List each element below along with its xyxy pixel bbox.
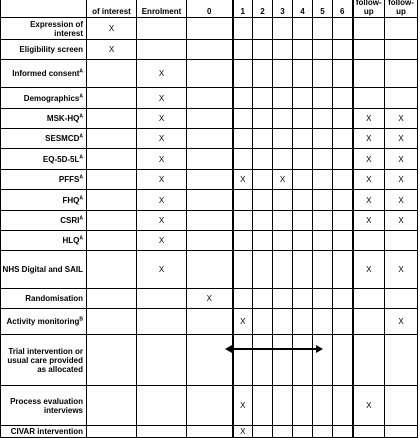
row-label <box>1 231 87 251</box>
schedule-cell <box>253 149 273 170</box>
schedule-cell <box>333 109 353 129</box>
schedule-cell <box>273 60 293 88</box>
schedule-cell <box>293 18 313 40</box>
schedule-cell <box>253 170 273 190</box>
schedule-cell <box>333 335 353 386</box>
schedule-cell <box>253 251 273 289</box>
assessment-mark: X <box>398 265 404 274</box>
schedule-cell <box>293 109 313 129</box>
schedule-cell <box>253 18 273 40</box>
schedule-cell <box>353 40 385 60</box>
schedule-cell <box>293 426 313 438</box>
table-row <box>1 251 418 289</box>
row-label-footnote: A <box>79 133 83 140</box>
assessment-mark: X <box>398 154 404 164</box>
schedule-cell <box>385 231 418 251</box>
schedule-cell <box>385 129 418 149</box>
row-label <box>1 40 87 60</box>
schedule-cell <box>187 109 233 129</box>
row-label-text: Informed consent <box>12 69 80 78</box>
schedule-cell <box>293 149 313 170</box>
row-label <box>1 129 87 149</box>
row-label <box>1 335 87 386</box>
schedule-cell <box>273 88 293 109</box>
schedule-cell <box>333 426 353 438</box>
table-row <box>1 426 418 438</box>
schedule-cell <box>87 170 137 190</box>
schedule-cell <box>87 211 137 231</box>
assessment-mark: X <box>398 317 404 326</box>
assessment-mark: X <box>366 265 372 274</box>
table-row <box>1 231 418 251</box>
header-enrolment: Enrolment <box>137 0 187 18</box>
schedule-cell <box>333 309 353 335</box>
assessment-mark: X <box>158 134 165 143</box>
schedule-cell <box>233 149 253 170</box>
schedule-cell <box>333 40 353 60</box>
schedule-cell <box>313 170 333 190</box>
assessment-mark: X <box>366 195 372 205</box>
schedule-cell <box>187 88 233 109</box>
assessment-mark: X <box>158 69 165 78</box>
row-label <box>1 309 87 335</box>
schedule-cell <box>273 18 293 40</box>
header-week-4: 4 <box>293 0 313 18</box>
row-label-footnote: A <box>79 235 83 242</box>
schedule-cell <box>293 211 313 231</box>
schedule-cell <box>87 426 137 438</box>
row-label <box>1 18 87 40</box>
schedule-cell <box>385 251 418 289</box>
table-row <box>1 129 418 149</box>
table-row <box>1 60 418 88</box>
assessment-mark: X <box>240 401 246 410</box>
assessment-mark: X <box>398 195 404 205</box>
schedule-cell <box>137 129 187 149</box>
assessment-mark: X <box>366 175 372 184</box>
schedule-cell <box>273 109 293 129</box>
schedule-cell <box>87 289 137 309</box>
schedule-cell <box>353 251 385 289</box>
schedule-cell <box>313 211 333 231</box>
schedule-cell <box>87 60 137 88</box>
schedule-cell <box>353 231 385 251</box>
schedule-cell <box>353 88 385 109</box>
assessment-mark: X <box>398 216 404 225</box>
schedule-cell <box>313 190 333 211</box>
schedule-cell <box>353 109 385 129</box>
schedule-cell <box>273 40 293 60</box>
schedule-cell <box>137 251 187 289</box>
assessment-mark: X <box>206 294 212 303</box>
schedule-cell <box>137 211 187 231</box>
assessment-mark: X <box>158 114 165 123</box>
schedule-cell <box>137 335 187 386</box>
table-row <box>1 335 418 386</box>
schedule-cell <box>385 60 418 88</box>
schedule-cell <box>333 289 353 309</box>
schedule-cell <box>313 426 333 438</box>
schedule-cell <box>313 289 333 309</box>
row-label-text: SESMCD <box>45 134 80 143</box>
schedule-cell <box>273 231 293 251</box>
assessment-mark: X <box>366 114 372 123</box>
schedule-cell <box>385 190 418 211</box>
schedule-cell <box>87 335 137 386</box>
schedule-cell <box>353 60 385 88</box>
assessment-mark: X <box>158 195 165 205</box>
row-label-text: NHS Digital and SAIL <box>2 265 83 274</box>
schedule-cell <box>233 129 253 149</box>
header-week-2: 2 <box>253 0 273 18</box>
schedule-cell <box>187 231 233 251</box>
schedule-cell <box>233 88 253 109</box>
schedule-cell <box>313 60 333 88</box>
schedule-cell <box>333 170 353 190</box>
row-label-footnote: A <box>79 215 83 222</box>
schedule-cell <box>313 129 333 149</box>
schedule-cell <box>187 149 233 170</box>
schedule-cell <box>385 88 418 109</box>
schedule-cell <box>233 109 253 129</box>
schedule-cell <box>137 149 187 170</box>
schedule-cell <box>333 231 353 251</box>
table-row <box>1 40 418 60</box>
row-label-text: PFFS <box>58 175 80 184</box>
table-row <box>1 18 418 40</box>
table-row <box>1 88 418 109</box>
assessment-mark: X <box>108 45 115 54</box>
schedule-cell <box>187 18 233 40</box>
schedule-cell <box>273 289 293 309</box>
schedule-cell <box>87 88 137 109</box>
schedule-cell <box>385 40 418 60</box>
table-row <box>1 170 418 190</box>
schedule-cell <box>273 190 293 211</box>
assessment-mark: X <box>158 216 165 225</box>
row-label-text: MSK-HQ <box>46 114 80 123</box>
schedule-cell <box>313 231 333 251</box>
schedule-cell <box>313 149 333 170</box>
schedule-cell <box>313 88 333 109</box>
row-label <box>1 109 87 129</box>
assessment-mark: X <box>366 134 372 143</box>
schedule-cell <box>293 40 313 60</box>
schedule-cell <box>273 170 293 190</box>
table-row <box>1 190 418 211</box>
schedule-cell <box>273 129 293 149</box>
schedule-cell <box>385 211 418 231</box>
schedule-cell <box>137 40 187 60</box>
assessment-mark: X <box>240 175 246 184</box>
table-row <box>1 309 418 335</box>
schedule-cell <box>137 170 187 190</box>
schedule-cell <box>313 40 333 60</box>
schedule-cell <box>333 149 353 170</box>
schedule-cell <box>137 426 187 438</box>
row-label-footnote: A <box>79 174 83 181</box>
row-label-text: Eligibility screen <box>19 45 83 54</box>
assessment-mark: X <box>398 175 404 184</box>
schedule-cell <box>385 170 418 190</box>
schedule-cell <box>385 149 418 170</box>
assessment-mark: X <box>108 24 115 33</box>
table-row <box>1 211 418 231</box>
row-label-text: EQ-5D-5L <box>42 154 80 164</box>
assessment-mark: X <box>240 427 246 436</box>
row-label-footnote: A <box>79 113 83 120</box>
row-label-text: Randomisation <box>25 294 83 303</box>
schedule-cell <box>253 309 273 335</box>
schedule-cell <box>137 289 187 309</box>
schedule-cell <box>87 18 137 40</box>
schedule-cell <box>353 18 385 40</box>
assessment-mark: X <box>158 236 165 245</box>
schedule-cell <box>353 190 385 211</box>
schedule-cell <box>137 109 187 129</box>
table-row <box>1 149 418 170</box>
schedule-cell <box>253 190 273 211</box>
schedule-cell <box>293 88 313 109</box>
row-label-footnote: A <box>79 68 83 75</box>
assessment-mark: X <box>158 93 165 103</box>
schedule-cell <box>333 88 353 109</box>
schedule-cell <box>353 335 385 386</box>
schedule-cell <box>187 251 233 289</box>
schedule-cell <box>87 40 137 60</box>
schedule-cell <box>385 309 418 335</box>
schedule-cell <box>333 211 353 231</box>
schedule-cell <box>253 109 273 129</box>
schedule-cell <box>293 190 313 211</box>
schedule-cell <box>333 129 353 149</box>
schedule-cell <box>293 60 313 88</box>
schedule-cell <box>253 231 273 251</box>
schedule-cell <box>253 289 273 309</box>
row-label-text: Activity monitoring <box>6 317 80 326</box>
schedule-cell <box>385 426 418 438</box>
header-week-5: 5 <box>313 0 333 18</box>
schedule-cell <box>233 40 253 60</box>
schedule-cell <box>233 211 253 231</box>
row-label-text: Expression of interest <box>30 19 83 38</box>
row-label <box>1 426 87 438</box>
row-label <box>1 60 87 88</box>
schedule-cell <box>333 18 353 40</box>
assessment-mark: X <box>279 175 286 184</box>
schedule-cell <box>253 129 273 149</box>
schedule-cell <box>87 231 137 251</box>
row-label-footnote: B <box>79 316 83 323</box>
row-label <box>1 170 87 190</box>
schedule-cell <box>353 309 385 335</box>
assessment-mark: X <box>240 317 246 326</box>
schedule-cell <box>293 231 313 251</box>
schedule-cell <box>273 426 293 438</box>
schedule-cell <box>87 190 137 211</box>
schedule-cell <box>293 170 313 190</box>
schedule-cell <box>313 251 333 289</box>
schedule-cell <box>293 289 313 309</box>
schedule-cell <box>333 60 353 88</box>
row-label-text: Trial intervention or usual care provided as allocated <box>7 346 83 374</box>
header-week-0: 0 <box>187 0 233 18</box>
schedule-cell <box>273 309 293 335</box>
header-week-1: 1 <box>233 0 253 18</box>
schedule-cell <box>333 251 353 289</box>
schedule-cell <box>293 129 313 149</box>
row-label-footnote: A <box>79 92 83 99</box>
row-label <box>1 289 87 309</box>
header-row <box>1 0 418 18</box>
row-label-text: CSRI <box>60 216 80 225</box>
header-followup-a: follow-up <box>353 0 385 18</box>
assessment-mark: X <box>366 216 372 225</box>
schedule-cell <box>137 190 187 211</box>
schedule-cell <box>87 149 137 170</box>
row-label-footnote: A <box>79 153 83 160</box>
schedule-cell <box>233 170 253 190</box>
row-label <box>1 211 87 231</box>
schedule-cell <box>385 18 418 40</box>
schedule-cell <box>187 40 233 60</box>
table-row <box>1 109 418 129</box>
schedule-cell <box>353 289 385 309</box>
row-label-text: FHQ <box>62 195 80 205</box>
schedule-cell <box>353 211 385 231</box>
schedule-cell <box>87 251 137 289</box>
schedule-cell <box>253 40 273 60</box>
schedule-cell <box>187 289 233 309</box>
schedule-cell <box>187 309 233 335</box>
schedule-cell <box>253 60 273 88</box>
schedule-cell <box>233 251 253 289</box>
schedule-cell <box>87 309 137 335</box>
header-week-3: 3 <box>273 0 293 18</box>
schedule-cell <box>137 60 187 88</box>
schedule-cell <box>87 129 137 149</box>
schedule-cell <box>187 211 233 231</box>
row-label <box>1 149 87 170</box>
schedule-cell <box>233 60 253 88</box>
schedule-cell <box>273 251 293 289</box>
schedule-cell <box>353 426 385 438</box>
schedule-cell <box>293 309 313 335</box>
schedule-cell <box>137 231 187 251</box>
schedule-cell <box>187 190 233 211</box>
schedule-cell <box>273 149 293 170</box>
schedule-cell <box>233 231 253 251</box>
schedule-cell <box>87 109 137 129</box>
assessment-mark: X <box>398 134 404 143</box>
schedule-cell <box>353 149 385 170</box>
schedule-cell <box>313 18 333 40</box>
schedule-cell <box>253 426 273 438</box>
row-label <box>1 88 87 109</box>
assessment-mark: X <box>366 154 372 164</box>
schedule-cell <box>137 88 187 109</box>
schedule-cell <box>137 18 187 40</box>
header-expression-of-interest: of interest <box>87 0 137 18</box>
row-label <box>1 190 87 211</box>
assessment-mark: X <box>366 401 372 410</box>
schedule-cell <box>137 309 187 335</box>
assessment-mark: X <box>158 175 165 184</box>
schedule-cell <box>187 170 233 190</box>
assessment-mark: X <box>158 265 165 274</box>
schedule-cell <box>233 309 253 335</box>
schedule-cell <box>385 109 418 129</box>
schedule-cell <box>233 190 253 211</box>
header-blank-cell <box>1 0 87 18</box>
schedule-cell <box>253 88 273 109</box>
row-label-text: Demographics <box>23 93 80 103</box>
schedule-cell <box>353 170 385 190</box>
schedule-cell <box>187 60 233 88</box>
schedule-cell <box>313 109 333 129</box>
schedule-cell <box>385 289 418 309</box>
schedule-cell <box>253 211 273 231</box>
intervention-period-arrow <box>225 343 323 355</box>
schedule-cell <box>233 426 253 438</box>
row-label <box>1 251 87 289</box>
schedule-cell <box>187 129 233 149</box>
schedule-cell <box>333 190 353 211</box>
schedule-cell <box>233 18 253 40</box>
row-label-footnote: A <box>79 194 83 201</box>
schedule-cell <box>313 309 333 335</box>
table-row <box>1 289 418 309</box>
row-label-text: Process evaluation interviews <box>10 396 83 415</box>
schedule-cell <box>353 129 385 149</box>
header-week-6: 6 <box>333 0 353 18</box>
schedule-cell <box>187 426 233 438</box>
schedule-cell <box>385 335 418 386</box>
header-followup-b: follow-up <box>385 0 418 18</box>
assessment-mark: X <box>398 114 404 123</box>
schedule-cell <box>233 289 253 309</box>
row-label-text: HLQ <box>62 236 80 245</box>
schedule-cell <box>273 211 293 231</box>
schedule-cell <box>293 251 313 289</box>
row-label-text: CIVAR intervention <box>10 427 83 436</box>
assessment-mark: X <box>158 154 165 164</box>
